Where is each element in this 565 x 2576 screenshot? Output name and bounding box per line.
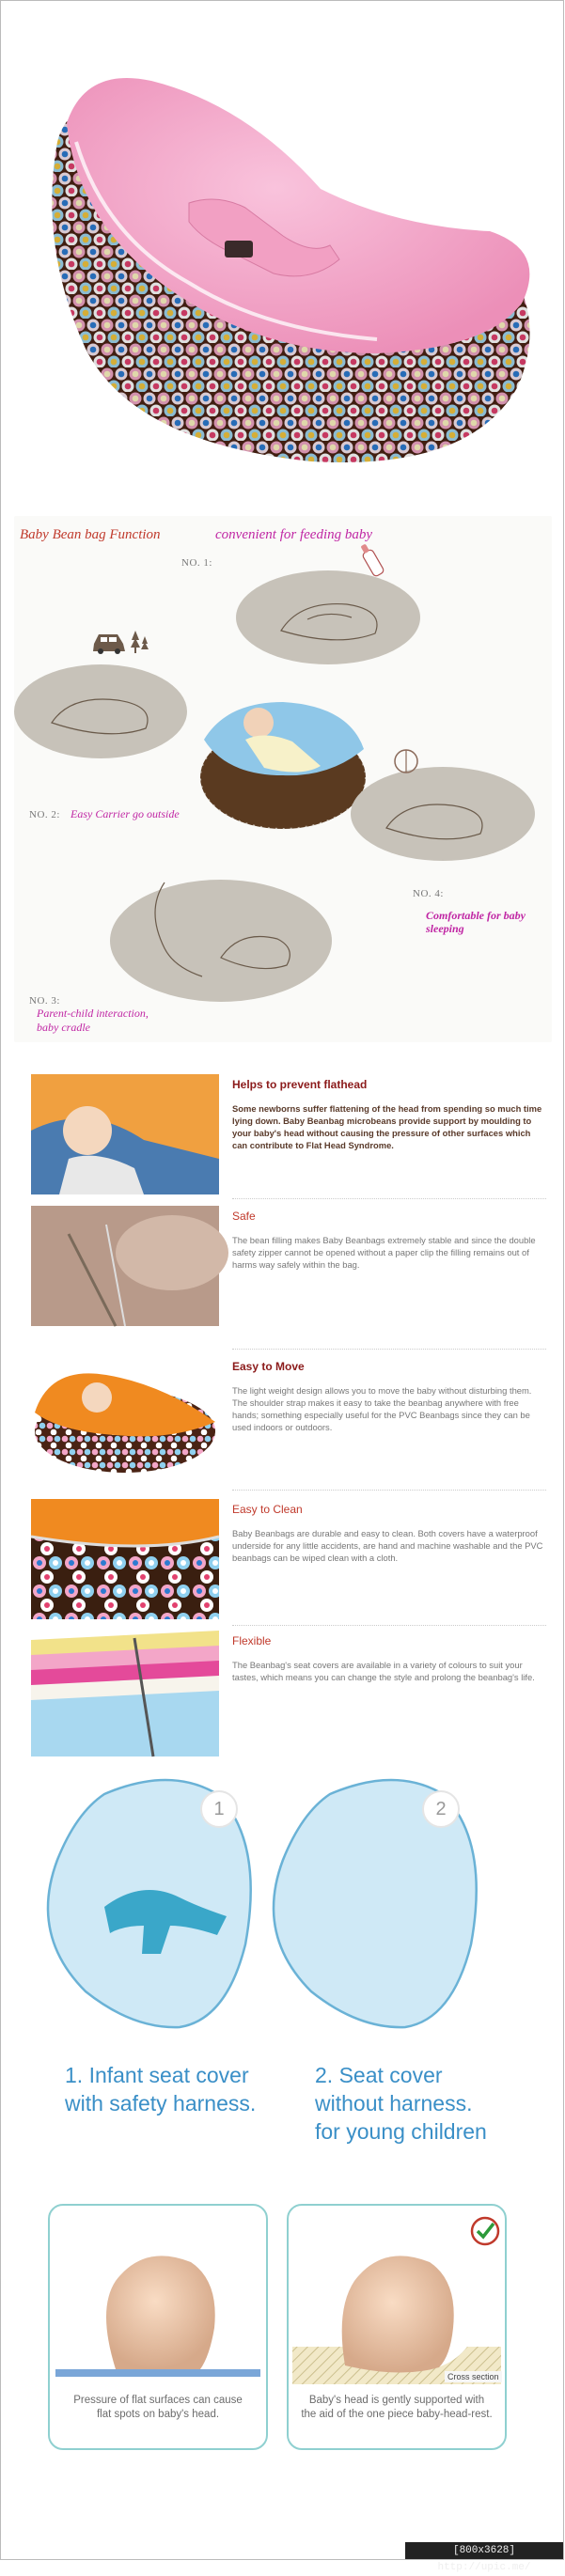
function-title: Baby Bean bag Function [20, 527, 161, 542]
feature-safe [31, 1206, 546, 1328]
feature-flathead-title: Helps to prevent flathead [232, 1078, 368, 1091]
seat-covers-section [1, 1764, 565, 2159]
cover1-illustration [39, 1775, 283, 2048]
feature-flathead [31, 1074, 546, 1196]
feature-flexible-photo [31, 1631, 219, 1756]
check-icon [469, 2215, 501, 2247]
divider [232, 1625, 546, 1626]
feature-safe-photo [31, 1206, 219, 1326]
cover2-line1: 2. Seat cover [315, 2063, 443, 2087]
feature-clean [31, 1499, 546, 1621]
feature-clean-photo [31, 1499, 219, 1619]
no2-illustration [14, 657, 193, 770]
function-section [14, 516, 552, 1042]
hero-beanbag-image [1, 1, 565, 499]
feature-move [31, 1356, 546, 1478]
no2-label: NO. 2: [29, 809, 60, 820]
divider [232, 1198, 546, 1199]
left-caption-line1: Pressure of flat surfaces can cause [73, 2395, 243, 2406]
no3-caption-line1: Parent-child interaction, [37, 1007, 149, 1020]
cover2-line2: without harness. [315, 2091, 473, 2115]
feature-clean-text: Baby Beanbags are durable and easy to clean. Both covers have a waterproof underside for any little accidents, are hand and machine washable and the PVC beanbags can be wiped clean with a cloth. [232, 1528, 543, 1563]
right-caption-line1: Baby's head is gently supported with [308, 2395, 485, 2406]
no2-caption: Easy Carrier go outside [71, 807, 180, 820]
feature-flathead-photo [31, 1074, 219, 1194]
bottle-icon [360, 537, 386, 582]
flat-head-illustration [50, 2206, 266, 2394]
feature-flexible-text: The Beanbag's seat covers are available in a variety of colours to suit your tastes, which means you can change the style and prolong the beanbag's life. [232, 1660, 535, 1682]
cross-section-label: Cross section [445, 2371, 502, 2382]
no3-caption-line2: baby cradle [37, 1021, 90, 1034]
no4-label: NO. 4: [413, 888, 444, 899]
no1-illustration [225, 544, 422, 666]
cover1-badge: 1 [200, 1790, 238, 1828]
feature-flexible [31, 1631, 546, 1758]
right-caption-line2: the aid of the one piece baby-head-rest. [301, 2409, 493, 2420]
feature-move-text: The light weight design allows you to move the baby without disturbing them. The shoulder strap makes it easy to take the beanbag anywhere with free hands; something especially useful for the PVC Beanbags since they can be used indoors or outdoors. [232, 1385, 532, 1432]
feature-move-photo [31, 1356, 219, 1476]
car-icon [91, 631, 127, 655]
left-caption-line2: flat spots on baby's head. [96, 2409, 220, 2420]
cover1-line2: with safety harness. [65, 2091, 257, 2115]
image-host-stamp: [800x3628] http://upic.me/ [405, 2542, 563, 2559]
tree-icon [131, 629, 149, 655]
divider [232, 1349, 546, 1350]
cover2-line3: for young children [315, 2119, 487, 2144]
no4-caption: Comfortable for baby sleeping [426, 909, 526, 935]
flat-surface-panel [48, 2204, 268, 2450]
feature-flathead-text: Some newborns suffer flattening of the head from spending so much time lying down. Baby Beanbag microbeans provide support by moulding to your baby's head without causing the pressure of other surfaces which can contribute to Flat Head Syndrome. [232, 1103, 542, 1150]
feature-safe-title: Safe [232, 1210, 256, 1223]
no3-illustration [108, 864, 334, 1005]
cover2-badge: 2 [422, 1790, 460, 1828]
divider [232, 1490, 546, 1491]
feature-safe-text: The bean filling makes Baby Beanbags extremely stable and since the double safety zipper cannot be opened without a paper clip the filling remains out of harms way safely within the bag. [232, 1235, 536, 1270]
cover2-illustration [264, 1775, 509, 2048]
feature-flexible-title: Flexible [232, 1634, 272, 1647]
head-rest-panel [287, 2204, 507, 2450]
function-subtitle: convenient for feeding baby [215, 527, 373, 542]
no1-label: NO. 1: [181, 557, 212, 569]
cover1-line1: 1. Infant seat cover [65, 2063, 249, 2087]
feature-clean-title: Easy to Clean [232, 1503, 303, 1516]
moon-icon [392, 747, 420, 775]
no4-illustration [349, 762, 537, 866]
no3-label: NO. 3: [29, 995, 60, 1007]
feature-move-title: Easy to Move [232, 1360, 305, 1373]
